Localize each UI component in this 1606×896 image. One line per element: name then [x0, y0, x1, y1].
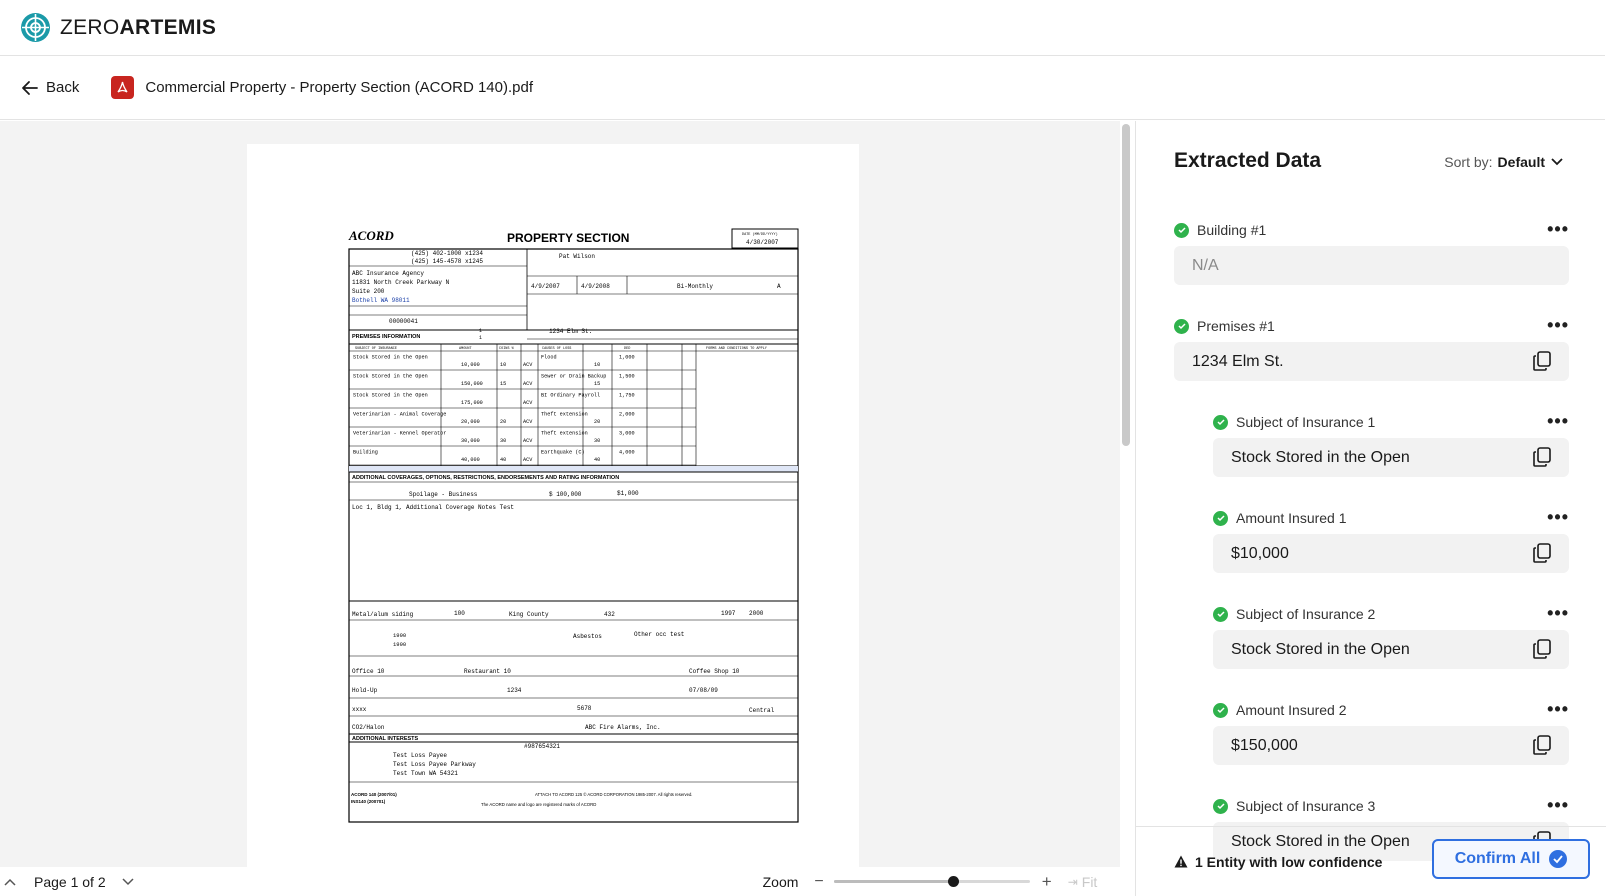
coverage-cell-amount: 150,000 [461, 381, 483, 387]
check-circle-icon [1213, 607, 1228, 622]
coverage-notes: Loc 1, Bldg 1, Additional Coverage Notes Test [352, 504, 515, 511]
extracted-value-field[interactable] [1174, 342, 1569, 381]
file-name: Commercial Property - Property Section (ACORD 140).pdf [145, 79, 533, 96]
form-footer-code: ACORD 140 (2007/01) [351, 792, 397, 797]
clock-type: Central [749, 707, 775, 714]
coverage-cell-ded: 1,750 [619, 392, 635, 399]
alarm-expiration: 07/08/09 [689, 687, 718, 694]
audit-code: A [777, 283, 781, 290]
extracted-value: N/A [1192, 256, 1219, 274]
coverage-cell-subject: Stock Stored in the Open [353, 373, 428, 380]
total-area: 2000 [749, 610, 764, 617]
zoom-slider-handle[interactable] [948, 876, 959, 887]
pdf-page [247, 144, 859, 884]
coverage-cell-ded: 1,500 [619, 373, 635, 380]
col-coins: COINS % [499, 347, 514, 351]
extracted-value: Stock Stored in the Open [1231, 640, 1410, 658]
coverage-cell-ded: 4,000 [619, 449, 635, 456]
form-title: PROPERTY SECTION [507, 231, 630, 245]
more-options-icon[interactable]: ••• [1547, 699, 1569, 719]
coverage-cell-coins: 40 [500, 457, 507, 463]
extracted-item-label: Amount Insured 2 [1236, 702, 1347, 718]
check-circle-icon [1213, 415, 1228, 430]
coverage-cell-guard: 30 [594, 438, 601, 444]
coverage-cell-val: ACV [523, 419, 533, 425]
col-ded: DED [624, 347, 631, 351]
check-circle-icon [1174, 319, 1189, 334]
extracted-value-field[interactable] [1213, 534, 1569, 573]
coverage-cell-ded: 1,000 [619, 354, 635, 361]
extracted-value: Stock Stored in the Open [1231, 448, 1410, 466]
coverage-cell-val: ACV [523, 438, 533, 444]
right-exposure: Office 10 [352, 668, 385, 675]
coverage-cell-val: ACV [523, 362, 533, 368]
check-circle-icon [1549, 850, 1567, 868]
copy-icon[interactable] [1533, 351, 1551, 376]
check-circle-icon [1213, 511, 1228, 526]
agency-line-3: Suite 200 [352, 288, 385, 295]
alarm-installer: xxxx [352, 706, 367, 713]
panel-title: Extracted Data [1174, 149, 1322, 172]
col-subject: SUBJECT OF INSURANCE [355, 347, 398, 351]
effective-date: 4/9/2007 [531, 283, 560, 290]
coverage-cell-cause: Sewer or Drain Backup [541, 373, 607, 380]
extracted-data-panel [1135, 121, 1605, 896]
zoom-slider[interactable] [834, 880, 1030, 883]
chevron-down-icon [1551, 158, 1563, 166]
other-occupancies: Other occ test [634, 631, 685, 638]
brand-name-light: ZERO [60, 15, 120, 39]
extracted-item-label: Subject of Insurance 3 [1236, 798, 1376, 814]
coverage-cell-val: ACV [523, 457, 533, 463]
extracted-item-header [1174, 220, 1569, 240]
more-options-icon[interactable]: ••• [1547, 507, 1569, 527]
document-scrollbar[interactable] [1122, 124, 1130, 446]
applicant-name: Pat Wilson [559, 253, 596, 260]
zoom-out-button[interactable]: − [814, 872, 824, 890]
back-label: Back [46, 79, 80, 96]
more-options-icon[interactable]: ••• [1547, 219, 1569, 239]
acord-form-page [247, 144, 859, 884]
premises-number: 1 [479, 328, 483, 334]
extracted-item [1174, 220, 1569, 316]
low-confidence-warning [1174, 854, 1382, 870]
check-circle-icon [1174, 223, 1189, 238]
coverage-cell-cause: Theft extension [541, 430, 588, 437]
fit-icon[interactable]: ⇥ [1067, 874, 1078, 889]
extracted-item [1213, 412, 1569, 508]
extracted-item-header [1213, 508, 1569, 528]
agency-phone: (425) 402-1000 x1234 [411, 250, 484, 257]
sort-dropdown[interactable] [1444, 154, 1563, 170]
rear-exposure: Coffee Shop 10 [689, 668, 740, 675]
arrow-left-icon [22, 81, 38, 95]
coverage-cell-subject: Stock Stored in the Open [353, 392, 428, 399]
chevron-down-icon[interactable] [122, 878, 134, 886]
sort-label: Sort by: [1444, 154, 1493, 170]
confirm-all-button[interactable] [1432, 839, 1590, 879]
extracted-item-header [1213, 604, 1569, 624]
sort-value: Default [1497, 154, 1545, 170]
coverage-cell-coins: 30 [500, 438, 507, 444]
coverage-cell-amount: 175,000 [461, 400, 483, 406]
coverage-cell-subject: Veterinarian - Kennel Operator [353, 430, 447, 437]
coverage-cell-subject: Stock Stored in the Open [353, 354, 428, 361]
extracted-item-label: Subject of Insurance 2 [1236, 606, 1376, 622]
extracted-value-field[interactable] [1213, 630, 1569, 669]
street-address: 1234 Elm St. [549, 328, 593, 335]
coverage-cell-cause: Flood [541, 354, 557, 361]
coverage-cell-guard: 10 [594, 362, 601, 368]
spoilage-ded: $1,000 [617, 490, 639, 497]
more-options-icon[interactable]: ••• [1547, 315, 1569, 335]
extracted-item-header [1213, 412, 1569, 432]
confirm-all-label: Confirm All [1454, 850, 1541, 867]
more-options-icon[interactable]: ••• [1547, 603, 1569, 623]
coverage-cell-amount: 30,000 [461, 438, 480, 444]
agency-fax: (425) 145-4578 x1245 [411, 258, 484, 265]
coverage-cell-coins: 15 [500, 381, 507, 387]
certificate-number: 1234 [507, 687, 522, 694]
coverage-cell-coins: 20 [500, 419, 507, 425]
brand-name [60, 16, 216, 40]
extracted-item-header [1213, 700, 1569, 720]
coverage-cell-amount: 20,000 [461, 419, 480, 425]
payee-line-2: Test Loss Payee Parkway [393, 761, 476, 768]
coverage-cell-val: ACV [523, 400, 533, 406]
interest-reference: #987654321 [524, 743, 561, 750]
fit-button[interactable]: Fit [1081, 873, 1098, 890]
coverage-cell-guard: 40 [594, 457, 601, 463]
fire-protection: CO2/Halon [352, 724, 385, 731]
copy-icon[interactable] [1533, 735, 1551, 760]
warning-text: 1 Entity with low confidence [1195, 853, 1383, 870]
coverage-cell-subject: Veterinarian - Animal Coverage [353, 411, 447, 418]
coverage-cell-guard: 15 [594, 381, 601, 387]
extracted-item [1213, 604, 1569, 700]
zoom-in-button[interactable]: + [1041, 871, 1052, 891]
acord-logo: ACORD [349, 228, 394, 243]
alarm-manufacturer: ABC Fire Alarms, Inc. [585, 724, 661, 731]
district-code: 432 [604, 611, 615, 618]
roofing-year: 1990 [393, 641, 407, 648]
agency-line-2: 11831 North Creek Parkway N [352, 279, 450, 286]
extracted-item-header [1174, 316, 1569, 336]
col-amount: AMOUNT [459, 347, 472, 351]
copy-icon[interactable] [1533, 447, 1551, 472]
extracted-value-field[interactable] [1174, 246, 1569, 285]
coverage-cell-guard: 20 [594, 419, 601, 425]
top-bar [0, 0, 1605, 56]
form-footer-ins: INS140 (200701) [351, 799, 386, 804]
zero-artemis-logo-icon [20, 12, 51, 43]
brand-name-bold: ARTEMIS [119, 15, 217, 39]
agency-line-1: ABC Insurance Agency [352, 270, 425, 277]
extracted-item [1213, 700, 1569, 796]
coverage-cell-cause: Theft extension [541, 411, 588, 418]
year-built: 1997 [721, 610, 736, 617]
extracted-item [1174, 316, 1569, 412]
alarm-extent: 5678 [577, 705, 592, 712]
document-viewer[interactable] [0, 121, 1120, 867]
coverage-cell-coins: 10 [500, 362, 507, 368]
col-causes: CAUSES OF LOSS [542, 347, 572, 351]
construction-type: Metal/alum siding [352, 611, 414, 618]
burglar-alarm: Hold-Up [352, 687, 378, 694]
more-options-icon[interactable]: ••• [1547, 411, 1569, 431]
expiration-date: 4/9/2008 [581, 283, 610, 290]
check-circle-icon [1213, 703, 1228, 718]
coverage-cell-amount: 10,000 [461, 362, 480, 368]
extracted-value: 1234 Elm St. [1192, 352, 1284, 370]
more-options-icon[interactable]: ••• [1547, 795, 1569, 815]
extracted-item-label: Building #1 [1197, 222, 1267, 238]
extracted-item-label: Amount Insured 1 [1236, 510, 1347, 526]
extracted-item-label: Subject of Insurance 1 [1236, 414, 1376, 430]
copy-icon[interactable] [1533, 639, 1551, 664]
premises-heading: PREMISES INFORMATION [352, 334, 421, 340]
agency-customer-id: 00000041 [389, 318, 418, 325]
date-label: DATE (MM/DD/YYYY) [742, 233, 778, 237]
extracted-item-label: Premises #1 [1197, 318, 1275, 334]
additional-heading: ADDITIONAL COVERAGES, OPTIONS, RESTRICTIONS, ENDORSEMENTS AND RATING INFORMATION [352, 475, 620, 481]
viewer-toolbar [0, 867, 1135, 896]
document-header [0, 56, 1605, 120]
payment-plan: Bi-Monthly [677, 283, 714, 290]
coverage-cell-ded: 2,000 [619, 411, 635, 418]
payee-line-3: Test Town WA 54321 [393, 770, 458, 777]
pdf-file-icon [111, 76, 134, 99]
agency-line-4: Bothell WA 98011 [352, 297, 410, 304]
zoom-slider-fill [834, 880, 954, 883]
extracted-value: $10,000 [1231, 544, 1289, 562]
warning-icon [1174, 855, 1188, 868]
fire-district: King County [509, 611, 549, 618]
wiring-year: 1990 [393, 632, 407, 639]
coverage-cell-cause: BI Ordinary Payroll [541, 392, 601, 399]
interests-heading: ADDITIONAL INTERESTS [352, 736, 419, 742]
chevron-up-icon[interactable] [4, 878, 16, 886]
panel-footer [1136, 826, 1606, 896]
extracted-item [1213, 508, 1569, 604]
extracted-items-list[interactable] [1136, 216, 1606, 850]
coverage-cell-cause: Earthquake (C) [541, 449, 585, 456]
roof-type: Asbestos [573, 633, 602, 640]
page-indicator: Page 1 of 2 [34, 873, 106, 890]
extracted-value: Stock Stored in the Open [1231, 832, 1410, 850]
form-footer-attach: ATTACH TO ACORD 125 © ACORD CORPORATION 1985-2007. All rights reserved. [535, 792, 693, 797]
spoilage-desc: Spoilage - Business [409, 491, 478, 498]
coverage-cell-ded: 3,000 [619, 430, 635, 437]
col-forms: FORMS AND CONDITIONS TO APPLY [706, 347, 767, 351]
check-circle-icon [1213, 799, 1228, 814]
payee-line-1: Test Loss Payee [393, 752, 448, 759]
back-button[interactable] [22, 79, 79, 96]
hydrant-distance: 100 [454, 610, 465, 617]
coverage-cell-amount: 40,000 [461, 457, 480, 463]
extracted-item-header [1213, 796, 1569, 816]
coverage-rows [349, 355, 696, 466]
extracted-value: $150,000 [1231, 736, 1298, 754]
zoom-label: Zoom [762, 873, 799, 890]
coverage-cell-val: ACV [523, 381, 533, 387]
coverage-cell-subject: Building [353, 449, 378, 456]
copy-icon[interactable] [1533, 543, 1551, 568]
extracted-value-field[interactable] [1213, 726, 1569, 765]
extracted-value-field[interactable] [1213, 438, 1569, 477]
building-number: 1 [479, 335, 483, 341]
form-footer-trademark: The ACORD name and logo are registered marks of ACORD [481, 802, 597, 807]
left-exposure: Restaurant 10 [464, 668, 511, 675]
spoilage-limit: $ 100,000 [549, 491, 582, 498]
form-date: 4/30/2007 [746, 239, 779, 246]
